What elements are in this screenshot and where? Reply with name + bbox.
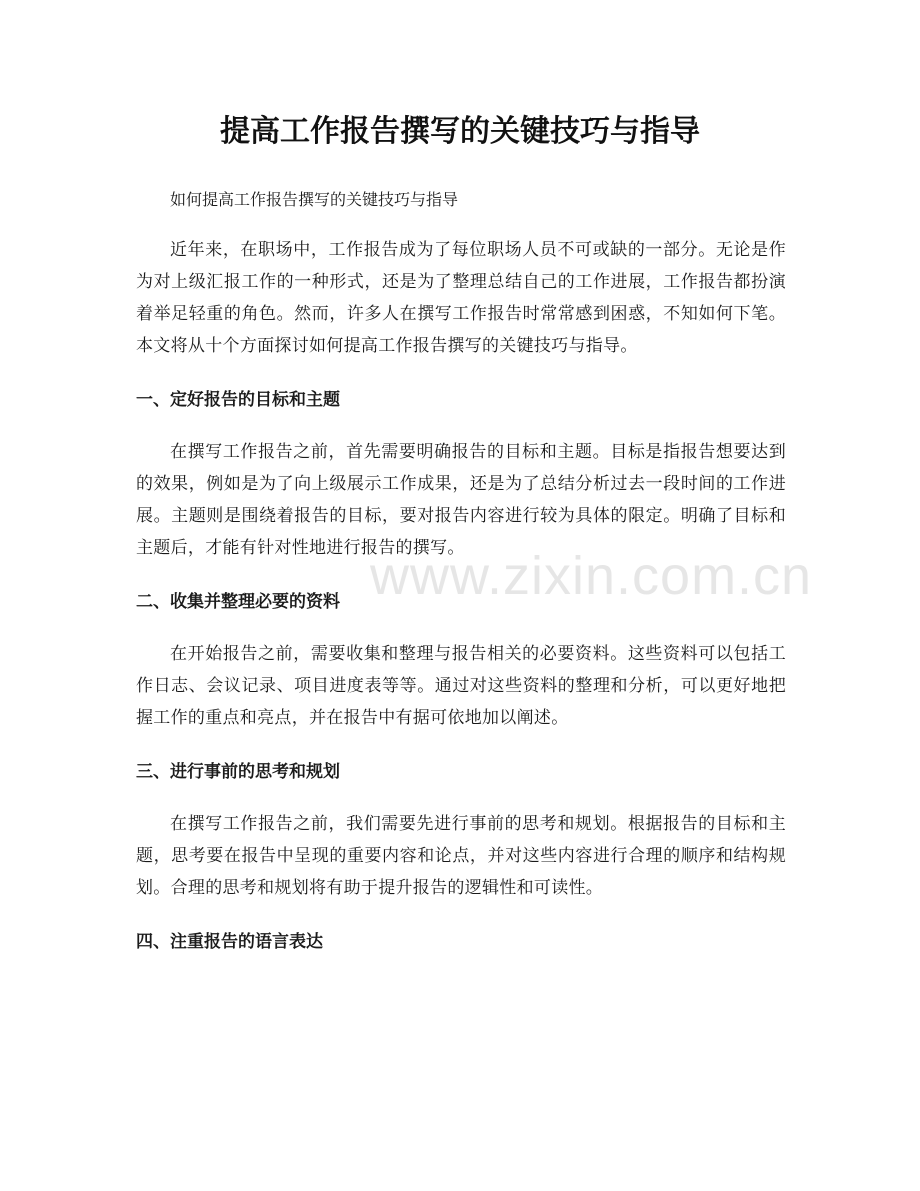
section-paragraph-2: 在开始报告之前，需要收集和整理与报告相关的必要资料。这些资料可以包括工作日志、会议记录、项目进度表等等。通过对这些资料的整理和分析，可以更好地把握工作的重点和亮点，并在报告中有据可依地加以阐述。 [136, 644, 786, 728]
watermark: www.zixin.com.cn [370, 546, 813, 606]
section-heading-2: 二、收集并整理必要的资料 [136, 592, 340, 612]
document-subtitle: 如何提高工作报告撰写的关键技巧与指导 [170, 190, 459, 209]
document-body [136, 184, 786, 978]
intro-paragraph: 近年来，在职场中，工作报告成为了每位职场人员不可或缺的一部分。无论是作为对上级汇报工作的一种形式，还是为了整理总结自己的工作进展，工作报告都扮演着举足轻重的角色。然而，许多人在撰写工作报告时常常感到困惑，不知如何下笔。本文将从十个方面探讨如何提高工作报告撰写的关键技巧与指导。 [136, 240, 786, 356]
section-paragraph-1: 在撰写工作报告之前，首先需要明确报告的目标和主题。目标是指报告想要达到的效果，例如是为了向上级展示工作成果，还是为了总结分析过去一段时间的工作进展。主题则是围绕着报告的目标，要对报告内容进行较为具体的限定。明确了目标和主题后，才能有针对性地进行报告的撰写。 [136, 442, 786, 558]
section-paragraph-3: 在撰写工作报告之前，我们需要先进行事前的思考和规划。根据报告的目标和主题，思考要在报告中呈现的重要内容和论点，并对这些内容进行合理的顺序和结构规划。合理的思考和规划将有助于提升报告的逻辑性和可读性。 [136, 814, 786, 898]
section-heading-4: 四、注重报告的语言表达 [136, 932, 323, 952]
section-heading-3: 三、进行事前的思考和规划 [136, 762, 340, 782]
page-title: 提高工作报告撰写的关键技巧与指导 [220, 114, 700, 149]
section-heading-1: 一、定好报告的目标和主题 [136, 390, 340, 410]
